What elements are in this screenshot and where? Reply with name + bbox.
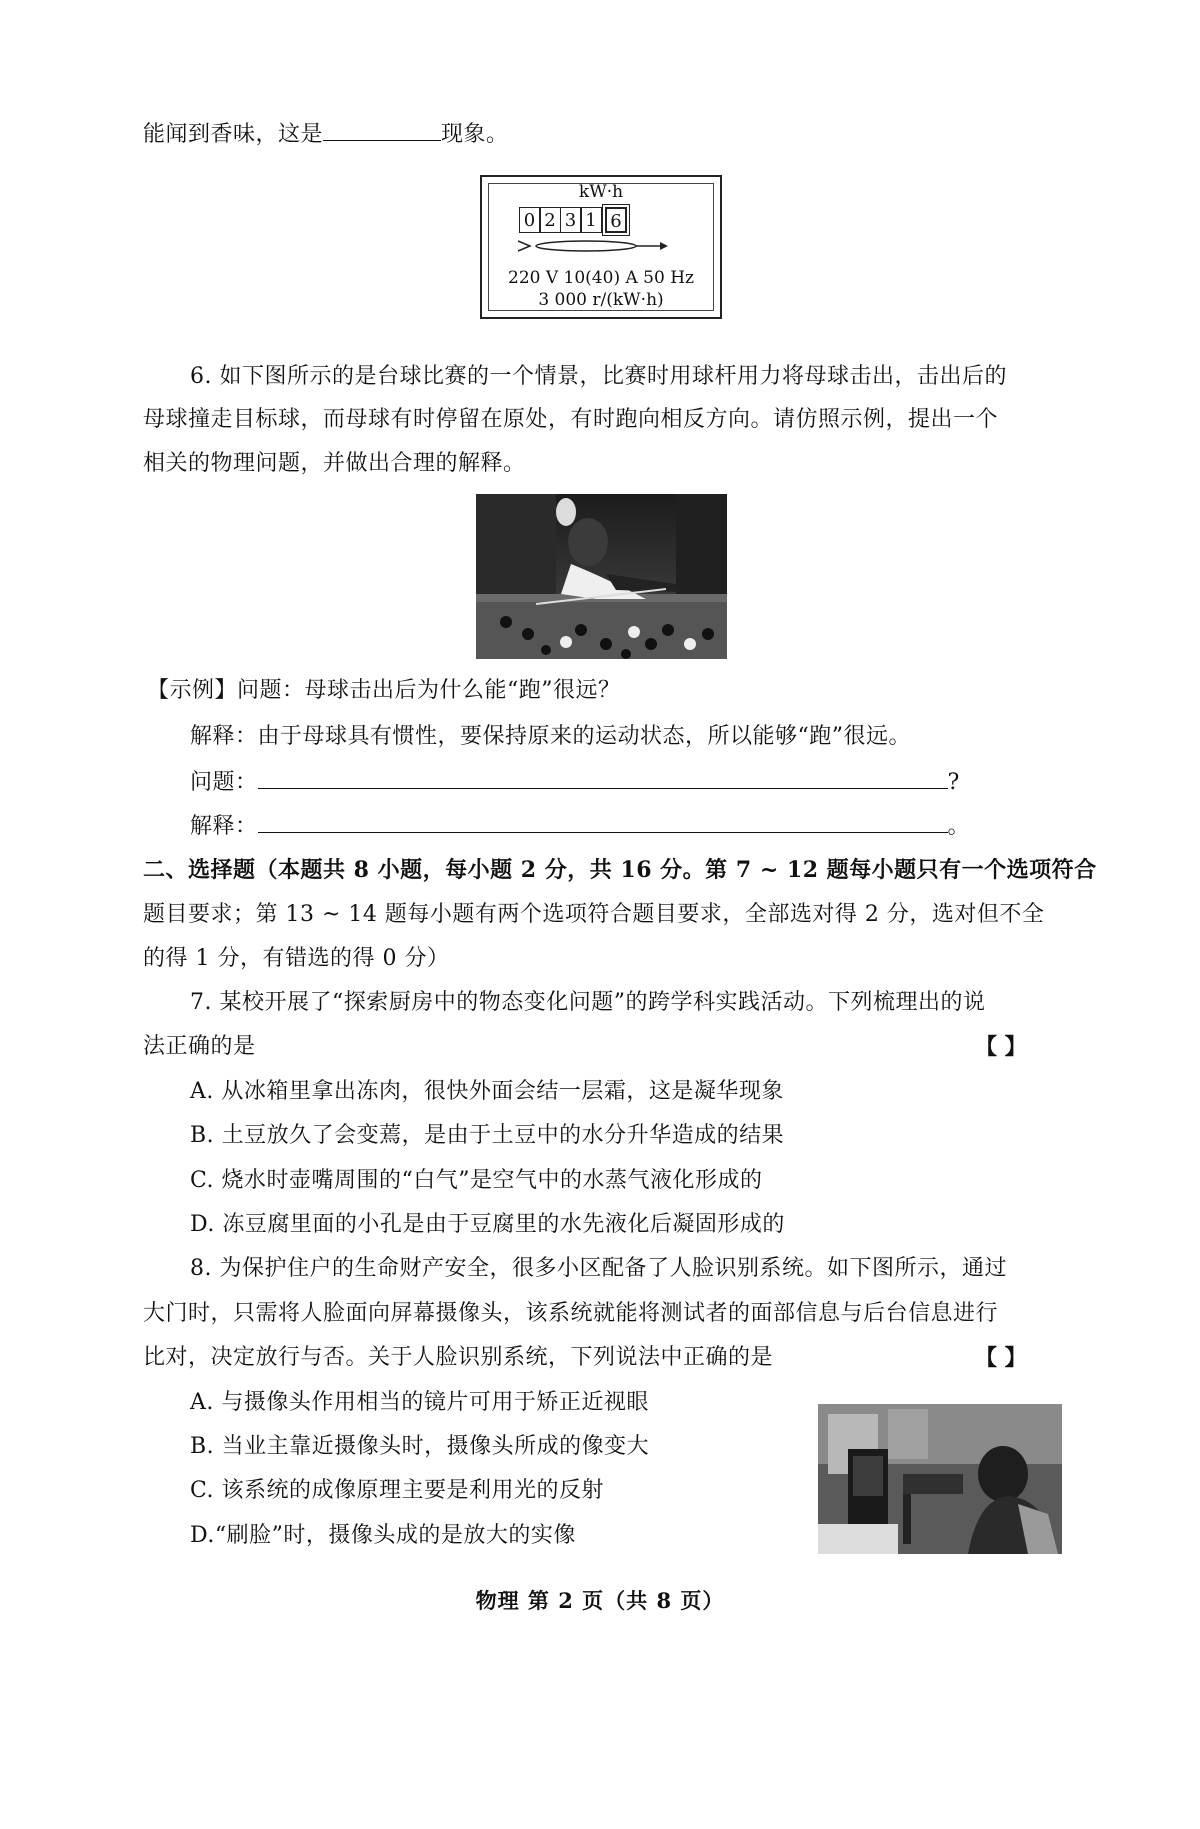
electricity-meter-figure xyxy=(480,175,722,319)
q6-question-row xyxy=(190,766,960,798)
q5-tail-suffix: 现象。 xyxy=(441,122,509,147)
q8-option-d: D.“刷脸”时，摄像头成的是放大的实像 xyxy=(190,1523,576,1548)
q7-option-a: A. 从冰箱里拿出冻肉，很快外面会结一层霜，这是凝华现象 xyxy=(190,1079,784,1104)
page-footer: 物理 第 2 页（共 8 页） xyxy=(475,1588,725,1613)
q7-line-1: 7. 某校开展了“探索厨房中的物态变化问题”的跨学科实践活动。下列梳理出的说 xyxy=(190,990,986,1015)
snooker-scene-icon xyxy=(476,494,727,659)
meter-digit: 3 xyxy=(560,207,582,233)
face-recognition-scene-icon xyxy=(818,1404,1062,1554)
meter-disk-arrow-icon xyxy=(516,239,676,253)
q6-question-end: ? xyxy=(947,770,960,795)
q5-answer-blank[interactable] xyxy=(323,118,441,141)
meter-digit: 2 xyxy=(539,207,561,233)
q5-tail-text: 能闻到香味，这是 xyxy=(143,122,324,147)
section2-heading-line-3: 的得 1 分，有错选的得 0 分） xyxy=(143,946,450,971)
meter-spec-line2: 3 000 r/(kW·h) xyxy=(538,290,664,310)
q5-tail xyxy=(143,118,509,150)
q6-line-1: 6. 如下图所示的是台球比赛的一个情景，比赛时用球杆用力将母球击出，击出后的 xyxy=(190,364,1007,389)
q7-line-2: 法正确的是 xyxy=(143,1034,256,1059)
meter-digit: 0 xyxy=(519,207,541,233)
q6-question-label: 问题： xyxy=(190,770,258,795)
q7-option-d: D. 冻豆腐里面的小孔是由于豆腐里的水先液化后凝固形成的 xyxy=(190,1212,785,1237)
q6-answer-blank[interactable] xyxy=(258,810,948,833)
section2-heading-line-2: 题目要求；第 13 ~ 14 题每小题有两个选项符合题目要求，全部选对得 2 分，选对但不全 xyxy=(143,902,1045,927)
q8-answer-bracket[interactable]: 【 】 xyxy=(975,1345,1027,1371)
face-recognition-photo xyxy=(818,1404,1062,1554)
q6-line-2: 母球撞走目标球，而母球有时停留在原处，有时跑向相反方向。请仿照示例，提出一个 xyxy=(143,407,999,432)
q8-line-1: 8. 为保护住户的生命财产安全，很多小区配备了人脸识别系统。如下图所示，通过 xyxy=(190,1256,1007,1281)
q8-option-a: A. 与摄像头作用相当的镜片可用于矫正近视眼 xyxy=(190,1390,649,1415)
meter-digit-decimal: 6 xyxy=(605,207,627,233)
q7-option-c: C. 烧水时壶嘴周围的“白气”是空气中的水蒸气液化形成的 xyxy=(190,1168,763,1193)
q6-answer-end: 。 xyxy=(947,814,971,839)
q7-option-b: B. 土豆放久了会变蔫，是由于土豆中的水分升华造成的结果 xyxy=(190,1123,785,1148)
q6-answer-label: 解释： xyxy=(190,814,258,839)
q6-example-question: 【示例】问题：母球击出后为什么能“跑”很远？ xyxy=(147,678,621,703)
q6-line-3: 相关的物理问题，并做出合理的解释。 xyxy=(143,451,526,476)
q6-question-blank[interactable] xyxy=(258,766,948,789)
meter-spec-line1: 220 V 10(40) A 50 Hz xyxy=(508,268,694,288)
meter-unit: kW·h xyxy=(578,182,624,202)
section2-heading-line-1: 二、选择题（本题共 8 小题，每小题 2 分，共 16 分。第 7 ~ 12 题每小题只有一个选项符合 xyxy=(143,857,1097,883)
q8-line-2: 大门时，只需将人脸面向屏幕摄像头，该系统就能将测试者的面部信息与后台信息进行 xyxy=(143,1301,999,1326)
q7-answer-bracket[interactable]: 【 】 xyxy=(975,1034,1027,1060)
snooker-photo xyxy=(476,494,727,659)
meter-digit: 1 xyxy=(580,207,602,233)
q8-line-3: 比对，决定放行与否。关于人脸识别系统，下列说法中正确的是 xyxy=(143,1345,774,1370)
q8-option-b: B. 当业主靠近摄像头时，摄像头所成的像变大 xyxy=(190,1434,650,1459)
q8-option-c: C. 该系统的成像原理主要是利用光的反射 xyxy=(190,1478,605,1503)
meter-digits xyxy=(520,207,627,233)
meter-spec xyxy=(482,267,720,311)
q6-example-answer: 解释：由于母球具有惯性，要保持原来的运动状态，所以能够“跑”很远。 xyxy=(190,724,911,749)
q6-answer-row xyxy=(190,810,970,842)
